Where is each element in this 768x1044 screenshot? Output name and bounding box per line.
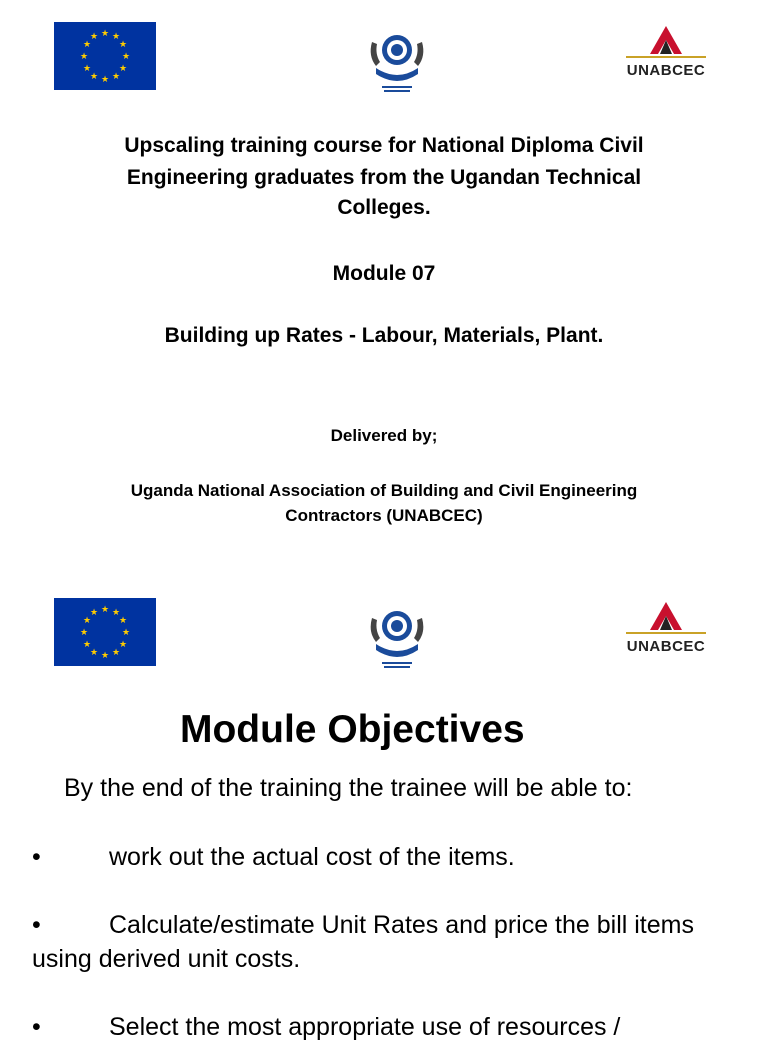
svg-text:★: ★ — [111, 608, 121, 618]
svg-text:★: ★ — [118, 616, 128, 626]
eu-flag-icon — [54, 598, 156, 666]
unabcec-wordmark: UNABCEC — [626, 638, 706, 655]
unabcec-wordmark: UNABCEC — [626, 62, 706, 79]
unabcec-logo — [622, 22, 710, 92]
bullet-icon: • — [32, 911, 41, 939]
svg-text:★: ★ — [89, 608, 99, 618]
svg-text:★: ★ — [89, 32, 99, 42]
svg-text:★: ★ — [79, 52, 89, 62]
svg-text:★: ★ — [100, 75, 110, 85]
bullet-icon: • — [32, 843, 41, 871]
svg-text:★: ★ — [111, 648, 121, 658]
logo-row — [0, 598, 768, 668]
module-number: Module 07 — [332, 262, 436, 285]
svg-text:★: ★ — [121, 628, 131, 638]
svg-text:★: ★ — [89, 72, 99, 82]
course-title: Upscaling training course for National Diploma Civil Engineering graduates from the Ugandan Technical — [124, 134, 644, 189]
uipe-seal-icon — [362, 22, 432, 94]
objectives-heading: Module Objectives — [180, 708, 525, 751]
svg-text:★: ★ — [118, 640, 128, 650]
delivered-by-label: Delivered by; — [330, 426, 438, 445]
svg-text:★: ★ — [111, 72, 121, 82]
svg-text:★: ★ — [100, 605, 110, 615]
objective-text: Select the most appropriate use of resources / — [109, 1013, 621, 1041]
eu-flag-icon — [54, 22, 156, 90]
objectives-slide — [0, 576, 768, 1041]
objective-item — [32, 908, 712, 976]
module-subject: Building up Rates - Labour, Materials, Plant. — [164, 324, 604, 347]
objective-item — [32, 1010, 712, 1044]
svg-text:★: ★ — [118, 64, 128, 74]
svg-text:★: ★ — [82, 64, 92, 74]
unabcec-emblem-icon — [622, 22, 710, 62]
bullet-icon: • — [32, 1013, 41, 1041]
svg-text:★: ★ — [82, 616, 92, 626]
uipe-seal-icon — [362, 598, 432, 670]
unabcec-emblem-icon — [622, 598, 710, 638]
course-title-end: Colleges. — [337, 196, 431, 219]
svg-text:★: ★ — [89, 648, 99, 658]
svg-text:★: ★ — [121, 52, 131, 62]
objective-text: Calculate/estimate Unit Rates and price the bill items using derived unit costs. — [32, 911, 694, 973]
logo-row — [0, 22, 768, 92]
svg-text:★: ★ — [118, 40, 128, 50]
svg-text:★: ★ — [82, 40, 92, 50]
unabcec-logo — [622, 598, 710, 668]
svg-text:★: ★ — [111, 32, 121, 42]
objectives-intro: By the end of the training the trainee will be able to: — [64, 774, 633, 802]
svg-text:★: ★ — [100, 651, 110, 661]
svg-text:★: ★ — [82, 640, 92, 650]
svg-text:★: ★ — [79, 628, 89, 638]
svg-text:★: ★ — [100, 29, 110, 39]
objective-item — [32, 840, 712, 874]
objective-text: work out the actual cost of the items. — [109, 843, 515, 871]
organisation-name: Uganda National Association of Building and Civil Engineering Contractors (UNABCEC) — [130, 481, 638, 525]
